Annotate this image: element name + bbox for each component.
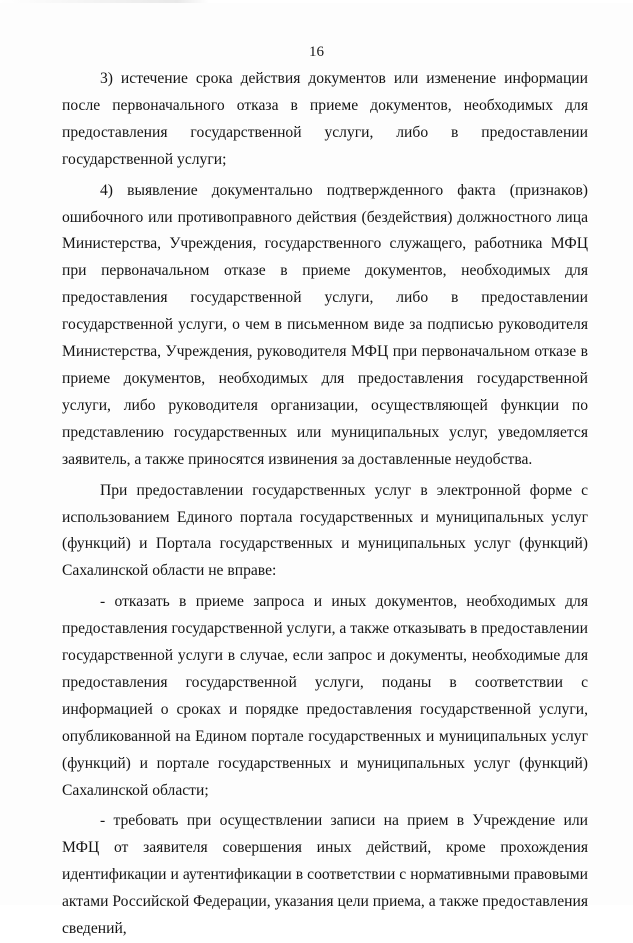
page-number: 16 — [309, 44, 324, 60]
paragraph-bullet-require: - требовать при осуществлении записи на прием в Учреждение или МФЦ от заявителя совершения иных действий, кроме прохождения идентификации и аутентификации в соответствии с нормативными правовыми актами Российской Федерации, указания цели приема, а также предоставления сведений, — [62, 812, 588, 938]
paragraph-electronic-services: При предоставлении государственных услуг в электронной форме с использованием Единого портала государственных и муниципальных услуг (функций) и Портала государственных и муниципальных услуг (функций) Сахалинской области не вправе: — [62, 481, 588, 580]
scan-edge-artifact — [0, 0, 633, 3]
paragraph-item-4: 4) выявление документально подтвержденного факта (признаков) ошибочного или противоправного действия (бездействия) должностного лица Министерства, Учреждения, государственного служащего, работника МФЦ при первоначальном отказе в приеме документов, необходимых для предоставления государственной услуги, либо в предоставлении государственной услуги, о чем в письменном виде за подписью руководителя Министерства, Учреждения, руководителя МФЦ при первоначальном отказе в приеме документов, необходимых для предоставления государственной услуги, либо руководителя организации, осуществляющей функции по представлению государственных или муниципальных услуг, уведомляется заявитель, а также приносятся извинения за доставленные неудобства. — [62, 181, 588, 468]
document-body — [62, 66, 588, 943]
paragraph-bullet-refuse: - отказать в приеме запроса и иных документов, необходимых для предоставления государственной услуги, а также отказывать в предоставлении государственной услуги в случае, если запрос и документы, необходимые для предоставления государственной услуги, поданы в соответствии с информацией о сроках и порядке предоставления государственной услуги, опубликованной на Едином портале государственных и муниципальных услуг (функций) и портале государственных и муниципальных услуг (функций) Сахалинской области; — [62, 593, 588, 799]
paragraph-item-3: 3) истечение срока действия документов или изменение информации после первоначального отказа в приеме документов, необходимых для предоставления государственной услуги, либо в предоставлении государственной услуги; — [62, 70, 588, 168]
